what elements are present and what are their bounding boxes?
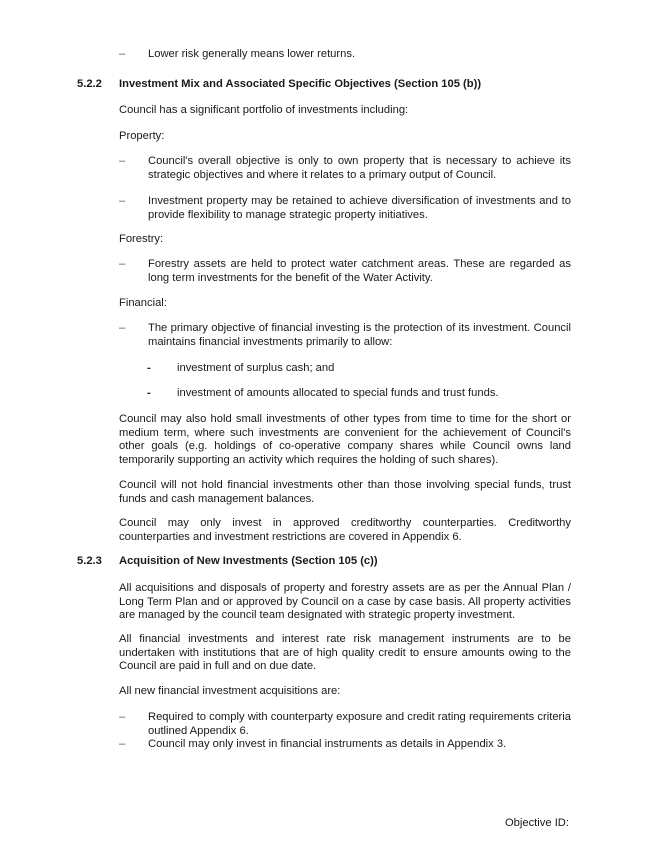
list-item (119, 195, 571, 222)
dash-marker: – (119, 322, 126, 334)
hyphen-marker: - (147, 362, 151, 374)
section-number: 5.2.2 (77, 78, 102, 90)
dash-marker: – (119, 711, 126, 723)
section-title: Acquisition of New Investments (Section 105 (c)) (119, 555, 378, 567)
bullet-text: Lower risk generally means lower returns. (148, 48, 356, 60)
category-label-financial: Financial: (119, 297, 167, 309)
category-label-property: Property: (119, 130, 165, 142)
dash-marker: – (119, 258, 126, 270)
list-item (119, 258, 571, 285)
list-item-text: Council's overall objective is only to own property that is necessary to achieve its strategic objectives and where it relates to a primary output of Council. (148, 155, 571, 181)
category-label-forestry: Forestry: (119, 233, 164, 245)
paragraph: Council may only invest in approved creditworthy counterparties. Creditworthy counterparties and investment restrictions are covered in Appendix 6. (119, 517, 571, 543)
dash-marker: – (119, 195, 126, 207)
list-item (119, 322, 571, 349)
sub-list-item-text: investment of surplus cash; and (177, 362, 335, 374)
list-item (119, 738, 571, 752)
section-heading-523 (77, 555, 577, 569)
paragraph: Council may also hold small investments of other types from time to time for the short or medium term, where such investments are convenient for the achievement of Council's other goals (e.g. holdings of co-operative company shares while Council owns land temporarily supporting an activity which requires the holding of such shares). (119, 413, 571, 466)
paragraph: All financial investments and interest rate risk management instruments are to be undertaken with institutions that are of high quality credit to ensure amounts owing to the Council are paid in full and on due date. (119, 633, 571, 673)
hyphen-marker: - (147, 387, 151, 399)
dash-marker: – (119, 738, 126, 750)
list-item-text: Forestry assets are held to protect water catchment areas. These are regarded as long term investments for the benefit of the Water Activity. (148, 258, 571, 284)
list-item-text: Required to comply with counterparty exposure and credit rating requirements criteria outlined Appendix 6. (148, 711, 571, 737)
list-item-text: Investment property may be retained to achieve diversification of investments and to provide flexibility to manage strategic property initiatives. (148, 195, 571, 221)
sub-list-item (147, 387, 571, 401)
paragraph: All new financial investment acquisitions are: (119, 685, 341, 697)
sub-list-item-text: investment of amounts allocated to special funds and trust funds. (177, 387, 499, 399)
list-item-text: The primary objective of financial investing is the protection of its investment. Council maintains financial investments primarily to allow: (148, 322, 571, 348)
section-number: 5.2.3 (77, 555, 102, 567)
section-title: Investment Mix and Associated Specific Objectives (Section 105 (b)) (119, 78, 482, 90)
paragraph: Council has a significant portfolio of investments including: (119, 104, 409, 116)
objective-id-label: Objective ID: (504, 817, 569, 829)
dash-marker: – (119, 48, 126, 60)
section-heading-522 (77, 78, 577, 92)
intro-bullet (119, 48, 571, 62)
list-item-text: Council may only invest in financial instruments as details in Appendix 3. (148, 738, 507, 750)
dash-marker: – (119, 155, 126, 167)
paragraph: All acquisitions and disposals of property and forestry assets are as per the Annual Plan / Long Term Plan and or approved by Council on a case by case basis. All property activities are managed by the council team designated with strategic property investment. (119, 582, 571, 622)
sub-list-item (147, 362, 571, 376)
list-item (119, 711, 571, 738)
list-item (119, 155, 571, 182)
paragraph: Council will not hold financial investments other than those involving special funds, trust funds and cash management balances. (119, 479, 571, 505)
